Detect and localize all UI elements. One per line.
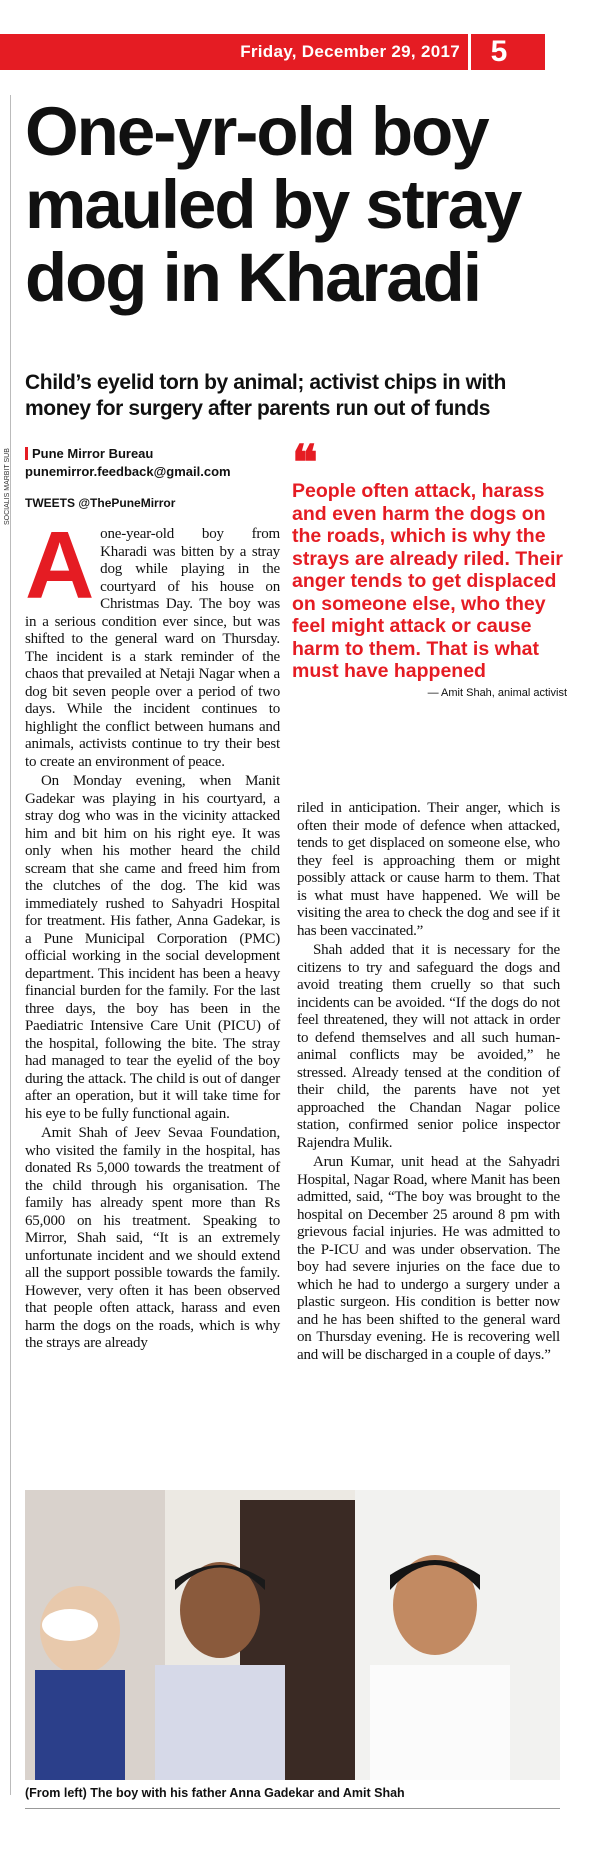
body-column-2 — [297, 800, 560, 1366]
deck: Child’s eyelid torn by animal; activist chips in with money for surgery after parents run out of funds — [25, 371, 506, 420]
article-photo — [25, 1490, 560, 1780]
photo-illustration — [25, 1490, 560, 1780]
paragraph: Aone-year-old boy from Kharadi was bitten by a stray dog while playing in the courtyard of his house on Christmas Day. The boy was in a serious condition ever since, but was shifted to the general ward on Thursday. The incident is a stark reminder of the chaos that prevailed at Netaji Nagar when a dog bit seven people over a period of two days. While the incident continues to highlight the conflict between humans and animals, activists continue to try their best to create an environment of peace. — [25, 512, 280, 770]
body-column-1 — [25, 512, 280, 1355]
byline-accent — [25, 447, 28, 460]
headline: One-yr-old boy mauled by stray dog in Kharadi — [25, 93, 521, 316]
bottom-rule — [25, 1808, 560, 1809]
byline — [25, 445, 275, 481]
paragraph: riled in anticipation. Their anger, which is often their mode of defence when attacked, tends to get displaced on someone else, who they feel is approaching them or might possibly attack or cause harm to them. That is what must have happened. We will be visiting the area to check the dog and see if it has been vaccinated.” — [297, 800, 560, 939]
drop-cap: A — [25, 512, 95, 619]
paragraph: Arun Kumar, unit head at the Sahyadri Hospital, Nagar Road, where Manit has been admitted, said, “The boy was brought to the hospital on December 25 around 8 pm with grievous facial injuries. He was admitted to the P-ICU and was under observation. The boy had severe injuries on the face due to which he had to undergo a surgery under a plastic surgeon. His condition is better now and he has been shifted to the general ward on Thursday evening. He is recovering well and will be discharged in a couple of days.” — [297, 1154, 560, 1363]
side-label: SOCIALIS MARBIT SUB — [4, 448, 11, 525]
column-rule — [10, 95, 11, 1795]
issue-date: Friday, December 29, 2017 — [240, 42, 460, 61]
paragraph: Amit Shah of Jeev Sevaa Foundation, who visited the family in the hospital, has donated Rs 5,000 towards the treatment of the child through his organisation. The family has already spent more than Rs 65,000 on his treatment. Speaking to Mirror, Shah said, “It is an extremely unfortunate incident and we should extend all the support possible towards the family. However, very often it has been observed that people often attack, harass and even harm the dogs on the roads, which is why the strays are already — [25, 1125, 280, 1351]
masthead-bar — [0, 34, 545, 70]
pull-quote-attribution: — Amit Shah, animal activist — [427, 686, 567, 699]
contact-email: punemirror.feedback@gmail.com — [25, 464, 231, 479]
twitter-handle: TWEETS @ThePuneMirror — [25, 496, 176, 510]
quote-mark-icon: ❝ — [292, 437, 318, 490]
paragraph: Shah added that it is necessary for the citizens to try and safeguard the dogs and avoid treating them cruelly so that such incidents can be avoided. “If the dogs do not feel threatened, they will not attack in order to defend themselves and all such human-animal conflicts may be avoided,” he stressed. Already tensed at the condition of their child, the parents have not yet approached the Chandan Nagar police station, confirmed senior police inspector Rajendra Mulik. — [297, 942, 560, 1151]
page-number: 5 — [468, 34, 527, 70]
pull-quote-text: People often attack, harass and even harm the dogs on the roads, which is why the strays are already riled. Their anger tends to get displaced on someone else, who they feel might attack or cause harm to them. That is what must have happened — [292, 480, 563, 682]
bureau-name: Pune Mirror Bureau — [32, 446, 154, 461]
photo-caption: (From left) The boy with his father Anna Gadekar and Amit Shah — [25, 1786, 405, 1800]
pull-quote — [292, 437, 567, 699]
paragraph: On Monday evening, when Manit Gadekar was playing in his courtyard, a stray dog who was in the vicinity attacked him and bit him on his right eye. It was only when his mother heard the child scream that she came and freed him from the clutches of the dog. The kid was immediately rushed to Sahyadri Hospital for treatment. His father, Anna Gadekar, is a Pune Municipal Corporation (PMC) official working in the social development department. This incident has been a heavy financial burden for the family. For the last three days, the boy has been in the Paediatric Intensive Care Unit (PICU) of the hospital, following the bite. The stray had managed to tear the eyelid of the boy during the attack. The child is out of danger after an operation, but it will take time for his eye to be fully functional again. — [25, 773, 280, 1122]
